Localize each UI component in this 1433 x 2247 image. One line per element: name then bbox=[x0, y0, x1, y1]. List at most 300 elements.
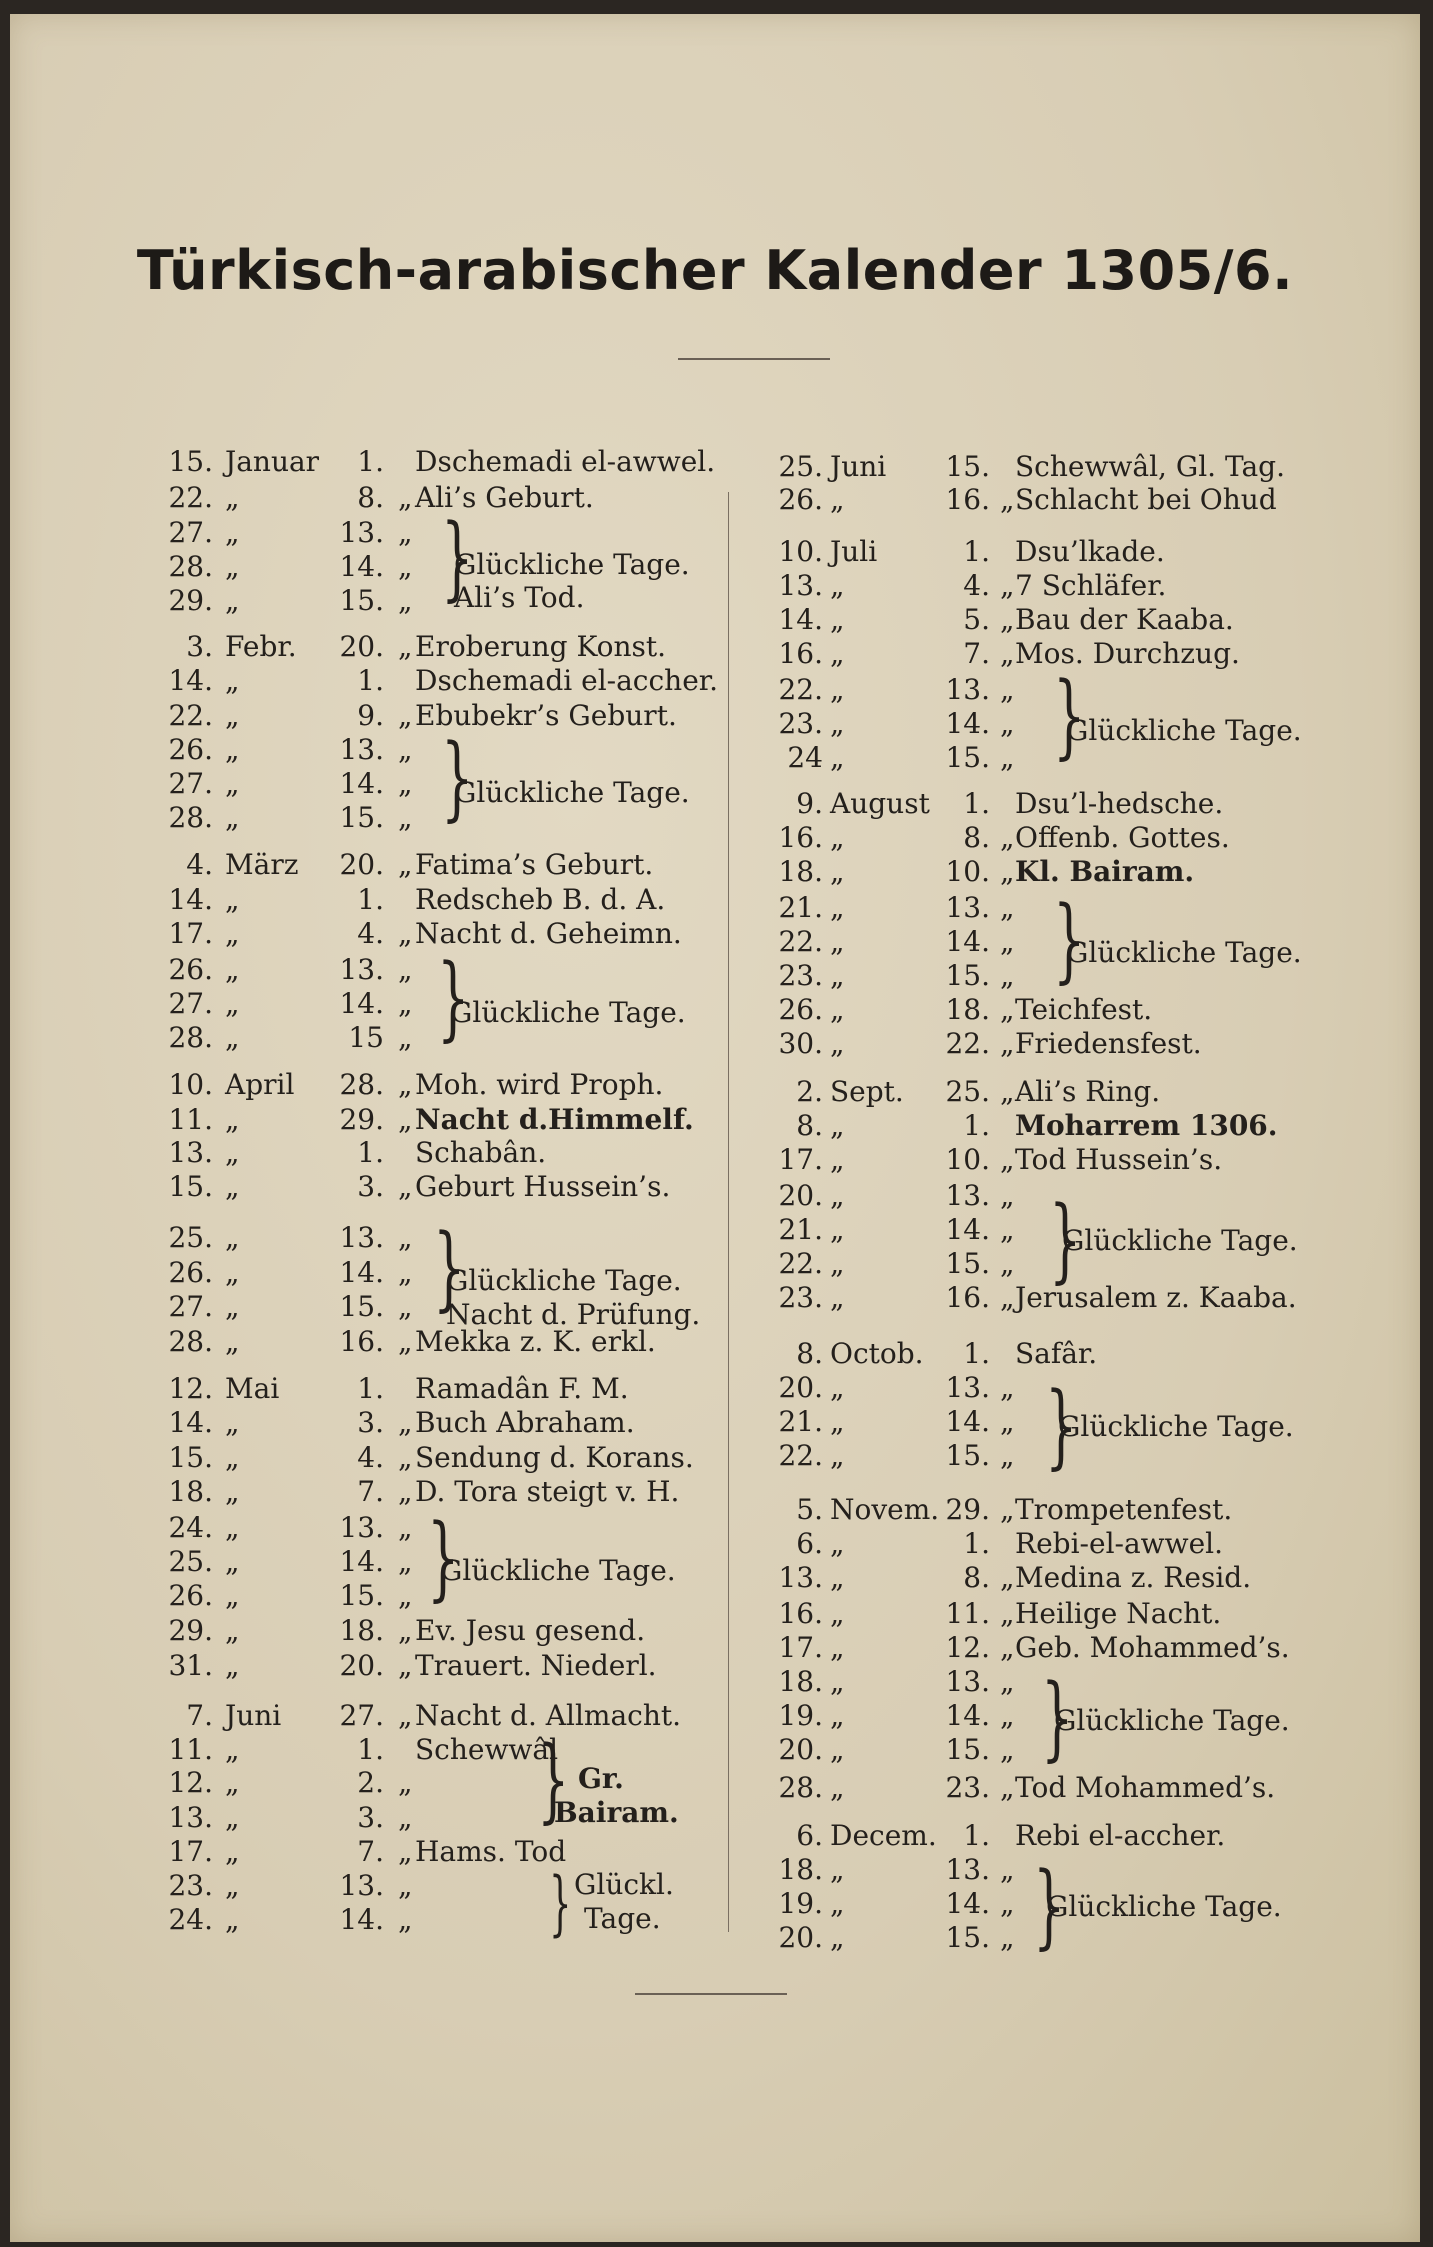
event-text: Safâr. bbox=[1015, 1337, 1098, 1370]
day-number: 20. bbox=[778, 1733, 823, 1766]
title-divider bbox=[678, 358, 830, 360]
event-text: Schlacht bei Ohud bbox=[1015, 483, 1277, 516]
hijri-day: 1. bbox=[963, 1337, 990, 1370]
day-number: 21. bbox=[778, 1213, 823, 1246]
day-number: 26. bbox=[778, 483, 823, 516]
month-name: Mai bbox=[225, 1372, 280, 1405]
ditto-mark: „ bbox=[1000, 707, 1015, 740]
day-number: 8. bbox=[796, 1337, 823, 1370]
ditto-mark: „ bbox=[1000, 1733, 1015, 1766]
day-number: 12. bbox=[168, 1372, 213, 1405]
group-label: Glückliche Tage. bbox=[1066, 936, 1302, 969]
brace: } bbox=[1053, 886, 1086, 993]
hijri-day: 15. bbox=[945, 1247, 990, 1280]
hijri-day: 14. bbox=[339, 1545, 384, 1578]
hijri-day: 1. bbox=[963, 535, 990, 568]
day-number: 20. bbox=[778, 1921, 823, 1954]
brace: } bbox=[427, 1504, 460, 1611]
hijri-day: 15. bbox=[945, 1439, 990, 1472]
month-name: „ bbox=[830, 1109, 845, 1142]
hijri-day: 15. bbox=[945, 1733, 990, 1766]
ditto-mark: „ bbox=[398, 801, 413, 834]
hijri-day: 14. bbox=[945, 707, 990, 740]
day-number: 27. bbox=[168, 767, 213, 800]
month-name: „ bbox=[225, 917, 240, 950]
month-name: „ bbox=[225, 1801, 240, 1834]
hijri-day: 13. bbox=[339, 1511, 384, 1544]
ditto-mark: „ bbox=[398, 1221, 413, 1254]
ditto-mark: „ bbox=[398, 1649, 413, 1682]
ditto-mark: „ bbox=[398, 987, 413, 1020]
hijri-day: 7. bbox=[963, 637, 990, 670]
day-number: 20. bbox=[778, 1179, 823, 1212]
hijri-day: 16. bbox=[945, 483, 990, 516]
ditto-mark: „ bbox=[398, 1766, 413, 1799]
day-number: 27. bbox=[168, 1290, 213, 1323]
month-name: „ bbox=[830, 1527, 845, 1560]
event-text: Buch Abraham. bbox=[415, 1406, 635, 1439]
hijri-day: 13. bbox=[945, 891, 990, 924]
month-name: „ bbox=[830, 993, 845, 1026]
hijri-day: 8. bbox=[357, 481, 384, 514]
hijri-day: 14. bbox=[945, 1699, 990, 1732]
ditto-mark: „ bbox=[1000, 1143, 1015, 1176]
month-name: „ bbox=[225, 1766, 240, 1799]
hijri-day: 13. bbox=[339, 516, 384, 549]
group-label: Glückliche Tage. bbox=[1062, 1224, 1298, 1257]
ditto-mark: „ bbox=[1000, 483, 1015, 516]
ditto-mark: „ bbox=[398, 1290, 413, 1323]
hijri-day: 1. bbox=[357, 1136, 384, 1169]
event-text: Schabân. bbox=[415, 1136, 547, 1169]
event-text: Schewwâl bbox=[415, 1733, 559, 1766]
hijri-day: 15. bbox=[945, 741, 990, 774]
day-number: 22. bbox=[778, 673, 823, 706]
day-number: 27. bbox=[168, 516, 213, 549]
page-title: Türkisch-arabischer Kalender 1305/6. bbox=[136, 239, 1294, 302]
day-number: 26. bbox=[168, 1256, 213, 1289]
hijri-day: 1. bbox=[963, 1819, 990, 1852]
ditto-mark: „ bbox=[398, 1021, 413, 1054]
group-label: Bairam. bbox=[554, 1796, 679, 1829]
month-name: „ bbox=[830, 891, 845, 924]
month-name: „ bbox=[225, 987, 240, 1020]
group-label: Ali’s Tod. bbox=[454, 581, 585, 614]
day-number: 13. bbox=[778, 569, 823, 602]
day-number: 25. bbox=[168, 1545, 213, 1578]
ditto-mark: „ bbox=[398, 1545, 413, 1578]
event-text: Dsu’l-hedsche. bbox=[1015, 787, 1224, 820]
day-number: 28. bbox=[168, 550, 213, 583]
month-name: „ bbox=[225, 550, 240, 583]
day-number: 11. bbox=[168, 1103, 213, 1136]
event-text: Moh. wird Proph. bbox=[415, 1068, 664, 1101]
month-name: „ bbox=[830, 1179, 845, 1212]
month-name: „ bbox=[225, 1903, 240, 1936]
month-name: „ bbox=[830, 925, 845, 958]
month-name: „ bbox=[225, 1441, 240, 1474]
group-label: Gr. bbox=[578, 1762, 624, 1795]
event-text: Jerusalem z. Kaaba. bbox=[1015, 1281, 1297, 1314]
month-name: „ bbox=[225, 664, 240, 697]
ditto-mark: „ bbox=[1000, 1027, 1015, 1060]
bottom-divider bbox=[635, 1993, 787, 1995]
hijri-day: 15. bbox=[945, 959, 990, 992]
event-text: Ev. Jesu gesend. bbox=[415, 1614, 646, 1647]
day-number: 20. bbox=[778, 1371, 823, 1404]
day-number: 28. bbox=[168, 801, 213, 834]
day-number: 24. bbox=[168, 1511, 213, 1544]
month-name: „ bbox=[830, 1631, 845, 1664]
ditto-mark: „ bbox=[1000, 569, 1015, 602]
ditto-mark: „ bbox=[398, 848, 413, 881]
group-label: Glückliche Tage. bbox=[1066, 714, 1302, 747]
day-number: 24. bbox=[168, 1903, 213, 1936]
day-number: 6. bbox=[796, 1819, 823, 1852]
month-name: „ bbox=[830, 1247, 845, 1280]
hijri-day: 13. bbox=[945, 1179, 990, 1212]
ditto-mark: „ bbox=[398, 1511, 413, 1544]
ditto-mark: „ bbox=[1000, 1247, 1015, 1280]
ditto-mark: „ bbox=[1000, 925, 1015, 958]
day-number: 22. bbox=[168, 699, 213, 732]
day-number: 8. bbox=[796, 1109, 823, 1142]
event-text: Moharrem 1306. bbox=[1015, 1109, 1278, 1142]
day-number: 25. bbox=[778, 450, 823, 483]
month-name: „ bbox=[225, 733, 240, 766]
brace: } bbox=[1045, 1372, 1078, 1479]
day-number: 29. bbox=[168, 584, 213, 617]
hijri-day: 8. bbox=[963, 1561, 990, 1594]
event-text: Trauert. Niederl. bbox=[415, 1649, 657, 1682]
day-number: 12. bbox=[168, 1766, 213, 1799]
group-label: Glückl. bbox=[574, 1868, 674, 1901]
day-number: 18. bbox=[778, 1665, 823, 1698]
brace: } bbox=[1033, 1852, 1066, 1959]
month-name: „ bbox=[225, 883, 240, 916]
month-name: „ bbox=[830, 959, 845, 992]
day-number: 17. bbox=[168, 1835, 213, 1868]
hijri-day: 1. bbox=[357, 1733, 384, 1766]
day-number: 17. bbox=[168, 917, 213, 950]
hijri-day: 18. bbox=[945, 993, 990, 1026]
day-number: 22. bbox=[778, 925, 823, 958]
hijri-day: 22. bbox=[945, 1027, 990, 1060]
day-number: 26. bbox=[168, 733, 213, 766]
month-name: „ bbox=[225, 1545, 240, 1578]
month-name: „ bbox=[830, 1733, 845, 1766]
ditto-mark: „ bbox=[1000, 821, 1015, 854]
month-name: Juni bbox=[225, 1699, 282, 1732]
day-number: 19. bbox=[778, 1699, 823, 1732]
event-text: Nacht d. Geheimn. bbox=[415, 917, 682, 950]
hijri-day: 10. bbox=[945, 1143, 990, 1176]
brace: } bbox=[549, 1862, 572, 1944]
event-text: Medina z. Resid. bbox=[1015, 1561, 1252, 1594]
ditto-mark: „ bbox=[398, 516, 413, 549]
hijri-day: 15. bbox=[339, 584, 384, 617]
ditto-mark: „ bbox=[1000, 855, 1015, 888]
month-name: „ bbox=[830, 603, 845, 636]
hijri-day: 1. bbox=[357, 664, 384, 697]
hijri-day: 4. bbox=[357, 917, 384, 950]
ditto-mark: „ bbox=[1000, 603, 1015, 636]
day-number: 14. bbox=[168, 664, 213, 697]
hijri-day: 15. bbox=[945, 450, 990, 483]
day-number: 6. bbox=[796, 1527, 823, 1560]
event-text: Kl. Bairam. bbox=[1015, 855, 1195, 888]
month-name: „ bbox=[225, 1835, 240, 1868]
ditto-mark: „ bbox=[1000, 1493, 1015, 1526]
hijri-day: 13. bbox=[945, 1853, 990, 1886]
day-number: 3. bbox=[186, 630, 213, 663]
event-text: Offenb. Gottes. bbox=[1015, 821, 1230, 854]
month-name: Febr. bbox=[225, 630, 297, 663]
event-text: Teichfest. bbox=[1015, 993, 1153, 1026]
brace: } bbox=[1049, 1186, 1082, 1293]
hijri-day: 2. bbox=[357, 1766, 384, 1799]
day-number: 5. bbox=[796, 1493, 823, 1526]
day-number: 10. bbox=[778, 535, 823, 568]
event-text: Heilige Nacht. bbox=[1015, 1597, 1222, 1630]
ditto-mark: „ bbox=[1000, 1439, 1015, 1472]
hijri-day: 13. bbox=[339, 1221, 384, 1254]
hijri-day: 14. bbox=[339, 550, 384, 583]
ditto-mark: „ bbox=[398, 1614, 413, 1647]
ditto-mark: „ bbox=[1000, 1921, 1015, 1954]
month-name: „ bbox=[830, 1665, 845, 1698]
month-name: März bbox=[225, 848, 299, 881]
hijri-day: 8. bbox=[963, 821, 990, 854]
day-number: 14. bbox=[168, 1406, 213, 1439]
day-number: 15. bbox=[168, 1170, 213, 1203]
hijri-day: 9. bbox=[357, 699, 384, 732]
event-text: Ali’s Ring. bbox=[1015, 1075, 1161, 1108]
day-number: 31. bbox=[168, 1649, 213, 1682]
hijri-day: 4. bbox=[357, 1441, 384, 1474]
day-number: 28. bbox=[778, 1771, 823, 1804]
day-number: 9. bbox=[796, 787, 823, 820]
event-text: Mekka z. K. erkl. bbox=[415, 1325, 656, 1358]
ditto-mark: „ bbox=[398, 1256, 413, 1289]
ditto-mark: „ bbox=[1000, 1699, 1015, 1732]
ditto-mark: „ bbox=[1000, 959, 1015, 992]
month-name: „ bbox=[225, 1021, 240, 1054]
ditto-mark: „ bbox=[398, 481, 413, 514]
month-name: „ bbox=[830, 569, 845, 602]
month-name: „ bbox=[225, 1475, 240, 1508]
day-number: 4. bbox=[186, 848, 213, 881]
day-number: 22. bbox=[778, 1439, 823, 1472]
ditto-mark: „ bbox=[398, 584, 413, 617]
hijri-day: 1. bbox=[357, 445, 384, 478]
ditto-mark: „ bbox=[398, 1068, 413, 1101]
event-text: Nacht d.Himmelf. bbox=[415, 1103, 694, 1136]
month-name: „ bbox=[225, 1649, 240, 1682]
ditto-mark: „ bbox=[1000, 1405, 1015, 1438]
month-name: „ bbox=[830, 1405, 845, 1438]
month-name: „ bbox=[830, 1213, 845, 1246]
event-text: Ramadân F. M. bbox=[415, 1372, 629, 1405]
event-text: Tod Hussein’s. bbox=[1015, 1143, 1223, 1176]
event-text: Sendung d. Korans. bbox=[415, 1441, 694, 1474]
hijri-day: 4. bbox=[963, 569, 990, 602]
day-number: 19. bbox=[778, 1887, 823, 1920]
month-name: „ bbox=[830, 855, 845, 888]
hijri-day: 18. bbox=[339, 1614, 384, 1647]
group-label: Glückliche Tage. bbox=[446, 1264, 682, 1297]
month-name: „ bbox=[225, 699, 240, 732]
day-number: 26. bbox=[168, 953, 213, 986]
group-label: Glückliche Tage. bbox=[440, 1554, 676, 1587]
month-name: „ bbox=[830, 483, 845, 516]
hijri-day: 1. bbox=[357, 1372, 384, 1405]
hijri-day: 14. bbox=[339, 987, 384, 1020]
day-number: 10. bbox=[168, 1068, 213, 1101]
day-number: 21. bbox=[778, 891, 823, 924]
ditto-mark: „ bbox=[1000, 1631, 1015, 1664]
day-number: 23. bbox=[778, 1281, 823, 1314]
ditto-mark: „ bbox=[398, 953, 413, 986]
month-name: Decem. bbox=[830, 1819, 937, 1852]
ditto-mark: „ bbox=[1000, 1561, 1015, 1594]
group-label: Tage. bbox=[584, 1902, 661, 1935]
day-number: 7. bbox=[186, 1699, 213, 1732]
month-name: „ bbox=[225, 1136, 240, 1169]
day-number: 28. bbox=[168, 1325, 213, 1358]
day-number: 13. bbox=[168, 1136, 213, 1169]
group-label: Glückliche Tage. bbox=[454, 776, 690, 809]
month-name: „ bbox=[830, 637, 845, 670]
month-name: „ bbox=[830, 1921, 845, 1954]
ditto-mark: „ bbox=[1000, 891, 1015, 924]
month-name: „ bbox=[225, 1221, 240, 1254]
hijri-day: 13. bbox=[945, 1371, 990, 1404]
hijri-day: 27. bbox=[339, 1699, 384, 1732]
event-text: Geb. Mohammed’s. bbox=[1015, 1631, 1290, 1664]
ditto-mark: „ bbox=[398, 1441, 413, 1474]
day-number: 16. bbox=[778, 1597, 823, 1630]
hijri-day: 3. bbox=[357, 1801, 384, 1834]
hijri-day: 1. bbox=[963, 1109, 990, 1142]
day-number: 23. bbox=[778, 707, 823, 740]
hijri-day: 7. bbox=[357, 1835, 384, 1868]
ditto-mark: „ bbox=[1000, 1771, 1015, 1804]
hijri-day: 11. bbox=[945, 1597, 990, 1630]
ditto-mark: „ bbox=[1000, 1887, 1015, 1920]
hijri-day: 14. bbox=[945, 1887, 990, 1920]
ditto-mark: „ bbox=[1000, 1371, 1015, 1404]
ditto-mark: „ bbox=[398, 1103, 413, 1136]
hijri-day: 20. bbox=[339, 1649, 384, 1682]
hijri-day: 14. bbox=[339, 767, 384, 800]
day-number: 15. bbox=[168, 1441, 213, 1474]
ditto-mark: „ bbox=[398, 1699, 413, 1732]
ditto-mark: „ bbox=[1000, 1075, 1015, 1108]
column-divider bbox=[728, 492, 729, 1932]
hijri-day: 13. bbox=[339, 953, 384, 986]
group-label: Glückliche Tage. bbox=[1058, 1410, 1294, 1443]
ditto-mark: „ bbox=[398, 630, 413, 663]
month-name: „ bbox=[830, 1887, 845, 1920]
day-number: 14. bbox=[168, 883, 213, 916]
group-label: Glückliche Tage. bbox=[1054, 1704, 1290, 1737]
ditto-mark: „ bbox=[398, 1869, 413, 1902]
event-text: Ali’s Geburt. bbox=[415, 481, 594, 514]
day-number: 18. bbox=[778, 1853, 823, 1886]
event-text: Hams. Tod bbox=[415, 1835, 567, 1868]
day-number: 26. bbox=[168, 1579, 213, 1612]
hijri-day: 7. bbox=[357, 1475, 384, 1508]
month-name: Sept. bbox=[830, 1075, 904, 1108]
event-text: Friedensfest. bbox=[1015, 1027, 1202, 1060]
hijri-day: 10. bbox=[945, 855, 990, 888]
day-number: 23. bbox=[168, 1869, 213, 1902]
event-text: Dschemadi el-accher. bbox=[415, 664, 718, 697]
hijri-day: 14. bbox=[945, 1405, 990, 1438]
ditto-mark: „ bbox=[398, 1903, 413, 1936]
month-name: Juli bbox=[830, 535, 878, 568]
month-name: „ bbox=[830, 1597, 845, 1630]
hijri-day: 3. bbox=[357, 1170, 384, 1203]
ditto-mark: „ bbox=[1000, 673, 1015, 706]
day-number: 27. bbox=[168, 987, 213, 1020]
ditto-mark: „ bbox=[398, 1835, 413, 1868]
month-name: „ bbox=[225, 516, 240, 549]
hijri-day: 1. bbox=[963, 787, 990, 820]
event-text: D. Tora steigt v. H. bbox=[415, 1475, 680, 1508]
month-name: „ bbox=[830, 1771, 845, 1804]
month-name: „ bbox=[225, 1170, 240, 1203]
brace: } bbox=[437, 944, 470, 1051]
ditto-mark: „ bbox=[398, 550, 413, 583]
month-name: „ bbox=[225, 1103, 240, 1136]
month-name: „ bbox=[830, 1143, 845, 1176]
day-number: 22. bbox=[168, 481, 213, 514]
day-number: 18. bbox=[168, 1475, 213, 1508]
hijri-day: 29. bbox=[945, 1493, 990, 1526]
ditto-mark: „ bbox=[1000, 1179, 1015, 1212]
ditto-mark: „ bbox=[398, 917, 413, 950]
day-number: 11. bbox=[168, 1733, 213, 1766]
month-name: Januar bbox=[225, 445, 320, 478]
event-text: Trompetenfest. bbox=[1015, 1493, 1233, 1526]
brace: } bbox=[1053, 662, 1086, 769]
hijri-day: 14. bbox=[339, 1256, 384, 1289]
day-number: 16. bbox=[778, 821, 823, 854]
day-number: 25. bbox=[168, 1221, 213, 1254]
hijri-day: 15. bbox=[339, 801, 384, 834]
hijri-day: 1. bbox=[357, 883, 384, 916]
hijri-day: 16. bbox=[945, 1281, 990, 1314]
month-name: „ bbox=[225, 1733, 240, 1766]
event-text: Fatima’s Geburt. bbox=[415, 848, 654, 881]
ditto-mark: „ bbox=[398, 1325, 413, 1358]
day-number: 17. bbox=[778, 1631, 823, 1664]
event-text: Schewwâl, Gl. Tag. bbox=[1015, 450, 1285, 483]
day-number: 17. bbox=[778, 1143, 823, 1176]
month-name: „ bbox=[225, 767, 240, 800]
hijri-day: 14. bbox=[945, 1213, 990, 1246]
day-number: 29. bbox=[168, 1614, 213, 1647]
hijri-day: 15. bbox=[339, 1579, 384, 1612]
hijri-day: 13. bbox=[945, 673, 990, 706]
month-name: „ bbox=[830, 707, 845, 740]
ditto-mark: „ bbox=[398, 767, 413, 800]
month-name: „ bbox=[830, 1027, 845, 1060]
ditto-mark: „ bbox=[1000, 1597, 1015, 1630]
ditto-mark: „ bbox=[398, 1801, 413, 1834]
